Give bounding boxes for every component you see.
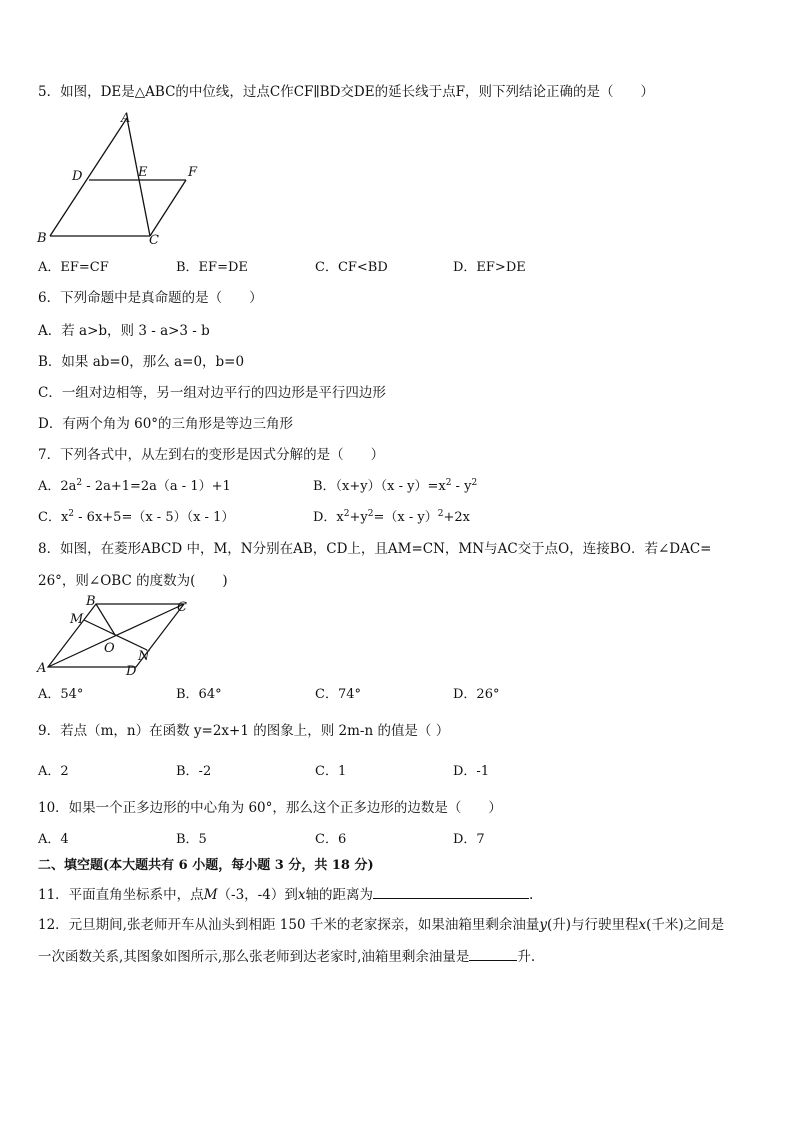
q7-stem: 7．下列各式中，从左到右的变形是因式分解的是（ ） — [38, 447, 385, 463]
q9-option-b: B．-2 — [176, 764, 212, 779]
q5-stem: 5．如图，DE是△ABC的中位线，过点C作CF∥BD交DE的延长线于点F，则下列结论正确的是（ ） — [38, 84, 654, 100]
q8-label-b: B — [86, 594, 96, 609]
q8-stem-line2: 26°，则∠OBC 的度数为( ) — [38, 573, 228, 589]
q5-label-e: E — [138, 165, 148, 180]
q5-label-c: C — [149, 233, 159, 248]
q11-stem: 11．平面直角坐标系中，点M（-3，-4）到x轴的距离为 . — [38, 884, 533, 904]
q8-label-n: N — [138, 649, 150, 664]
q5-option-d: D．EF>DE — [453, 260, 526, 275]
q8-figure — [34, 592, 204, 682]
q6-option-a: A．若 a>b，则 3 - a>3 - b — [38, 323, 210, 339]
q8-option-d: D．26° — [453, 687, 500, 702]
q7-option-a: A．$2a^2 - 2a+1=2a(a - 1)+1$ — [38, 478, 231, 494]
q8-label-o: O — [104, 641, 115, 656]
q8-option-b: B．64° — [176, 687, 222, 702]
q8-label-m: M — [70, 612, 84, 627]
q6-option-d: D．有两个角为 60°的三角形是等边三角形 — [38, 416, 294, 432]
q5-figure — [34, 110, 204, 250]
q10-option-a: A．4 — [38, 832, 69, 847]
q6-option-b: B．如果 ab=0，那么 a=0，b=0 — [38, 354, 245, 370]
q10-option-b: B．5 — [176, 832, 207, 847]
q9-option-d: D．-1 — [453, 764, 490, 779]
q11-answer-blank[interactable] — [373, 884, 529, 899]
q12-line1: 12．元旦期间,张老师开车从汕头到相距 150 千米的老家探亲，如果油箱里剩余油量y(升)与行驶里程x(千米)之间是 — [38, 917, 725, 933]
q10-option-c: C．6 — [315, 832, 347, 847]
q9-option-c: C．1 — [315, 764, 347, 779]
q5-option-b: B．EF=DE — [176, 260, 248, 275]
q8-label-a: A — [37, 661, 47, 676]
q8-label-c: C — [177, 600, 187, 615]
q5-label-f: F — [188, 165, 198, 180]
q10-option-d: D．7 — [453, 832, 485, 847]
q6-stem: 6．下列命题中是真命题的是（ ） — [38, 290, 263, 306]
q7-option-b: B．$(x+y)(x - y)=x^2 - y^2$ — [313, 478, 478, 494]
q12-line2: 一次函数关系,其图象如图所示,那么张老师到达老家时,油箱里剩余油量是 升. — [38, 946, 535, 966]
q8-label-d: D — [126, 664, 137, 679]
q5-option-a: A．EF=CF — [38, 260, 109, 275]
q8-option-c: C．74° — [315, 687, 361, 702]
q12-answer-blank[interactable] — [469, 946, 517, 961]
section2-heading: 二、填空题(本大题共有 6 小题，每小题 3 分，共 18 分) — [38, 858, 374, 873]
q9-option-a: A．2 — [38, 764, 69, 779]
q5-label-d: D — [72, 169, 83, 184]
q8-option-a: A．54° — [38, 687, 84, 702]
q6-option-c: C．一组对边相等，另一组对边平行的四边形是平行四边形 — [38, 385, 386, 401]
q7-option-c: C．$x^2 - 6x+5=(x - 5)(x - 1)$ — [38, 509, 235, 525]
q7-option-d: D．$x^2+y^2=(x - y)^2+2x$ — [313, 509, 470, 525]
q5-label-b: B — [37, 231, 47, 246]
q8-stem-line1: 8．如图，在菱形ABCD 中，M，N分别在AB，CD上，且AM=CN，MN与AC交于点O，连接BO．若∠DAC= — [38, 541, 712, 557]
q9-stem: 9．若点（m，n）在函数 y=2x+1 的图象上，则 2m-n 的值是（ ） — [38, 723, 450, 739]
q5-label-a: A — [121, 111, 131, 126]
q5-option-c: C．CF<BD — [315, 260, 388, 275]
q10-stem: 10．如果一个正多边形的中心角为 60°，那么这个正多边形的边数是（ ） — [38, 800, 502, 816]
